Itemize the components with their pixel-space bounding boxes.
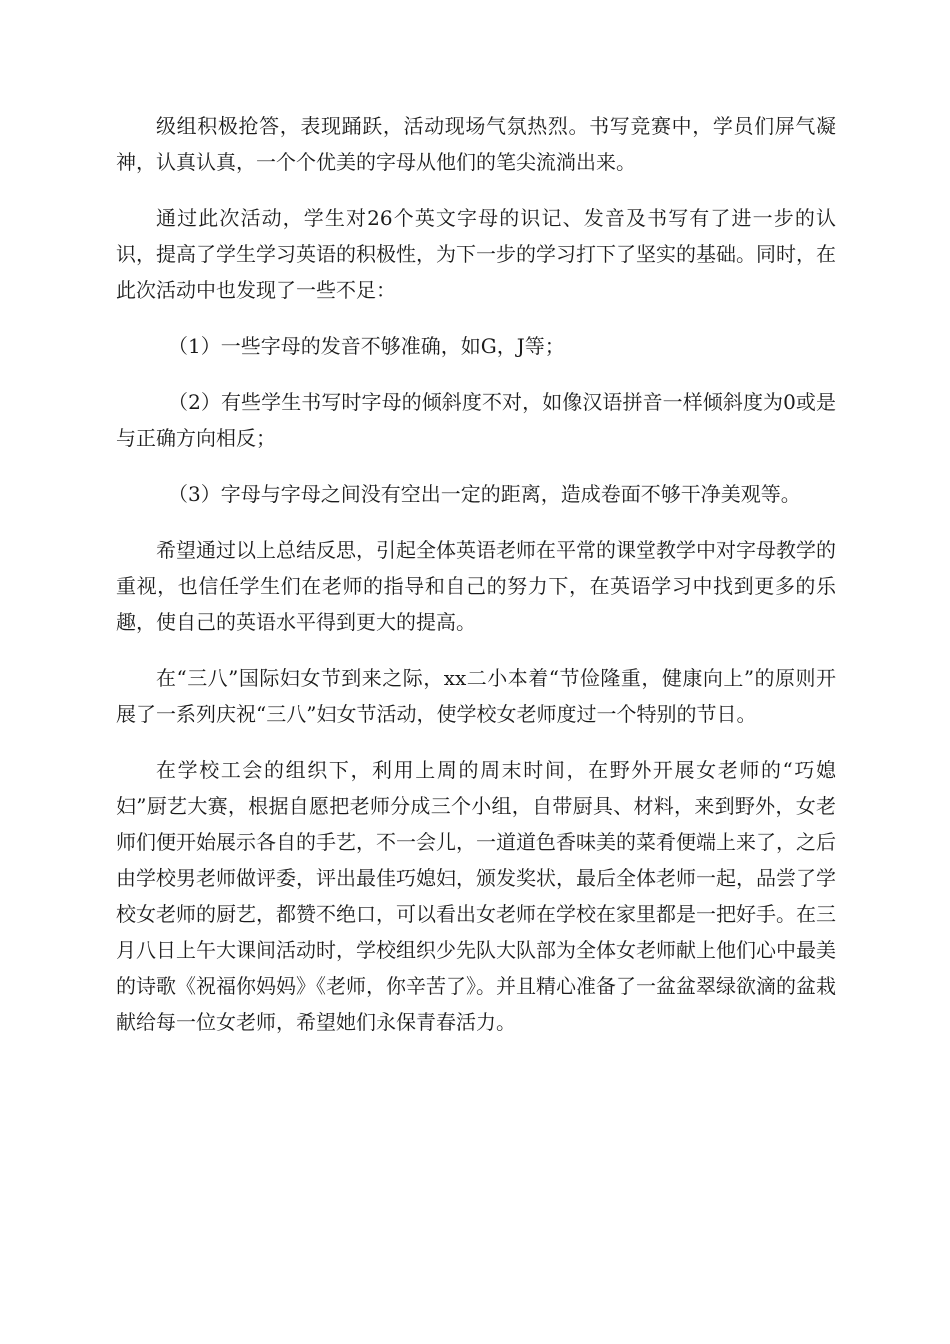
list-item-shortcoming-2: （2）有些学生书写时字母的倾斜度不对，如像汉语拼音一样倾斜度为0或是与正确方向相反；	[116, 390, 836, 450]
paragraph-womens-day-activities: 在学校工会的组织下，利用上周的周末时间，在野外开展女老师的“巧媳妇”厨艺大赛，根据自愿把老师分成三个小组，自带厨具、材料，来到野外，女老师们便开始展示各自的手艺，不一会儿，一道道色香味美的菜肴便端上来了，之后由学校男老师做评委，评出最佳巧媳妇，颁发奖状，最后全体老师一起，品尝了学校女老师的厨艺，都赞不绝口，可以看出女老师在学校在家里都是一把好手。在三月八日上午大课间活动时，学校组织少先队大队部为全体女老师献上他们心中最美的诗歌《祝福你妈妈》《老师，你辛苦了》。并且精心准备了一盆盆翠绿欲滴的盆栽献给每一位女老师，希望她们永保青春活力。	[116, 758, 836, 1034]
list-item-shortcoming-3: （3）字母与字母之间没有空出一定的距离，造成卷面不够干净美观等。	[168, 482, 801, 506]
document-body	[116, 108, 836, 1060]
paragraph-womens-day-intro: 在“三八”国际妇女节到来之际，xx二小本着“节俭隆重，健康向上”的原则开展了一系列庆祝“三八”妇女节活动，使学校女老师度过一个特别的节日。	[116, 666, 836, 726]
list-item-shortcoming-1: （1）一些字母的发音不够准确，如G，J等；	[168, 334, 565, 358]
paragraph-summary: 通过此次活动，学生对26个英文字母的识记、发音及书写有了进一步的认识，提高了学生学习英语的积极性，为下一步的学习打下了坚实的基础。同时，在此次活动中也发现了一些不足：	[116, 206, 836, 302]
paragraph-competition: 级组积极抢答，表现踊跃，活动现场气氛热烈。书写竞赛中，学员们屏气凝神，认真认真，一个个优美的字母从他们的笔尖流淌出来。	[116, 114, 836, 174]
paragraph-reflection: 希望通过以上总结反思，引起全体英语老师在平常的课堂教学中对字母教学的重视，也信任学生们在老师的指导和自己的努力下，在英语学习中找到更多的乐趣，使自己的英语水平得到更大的提高。	[116, 538, 836, 634]
